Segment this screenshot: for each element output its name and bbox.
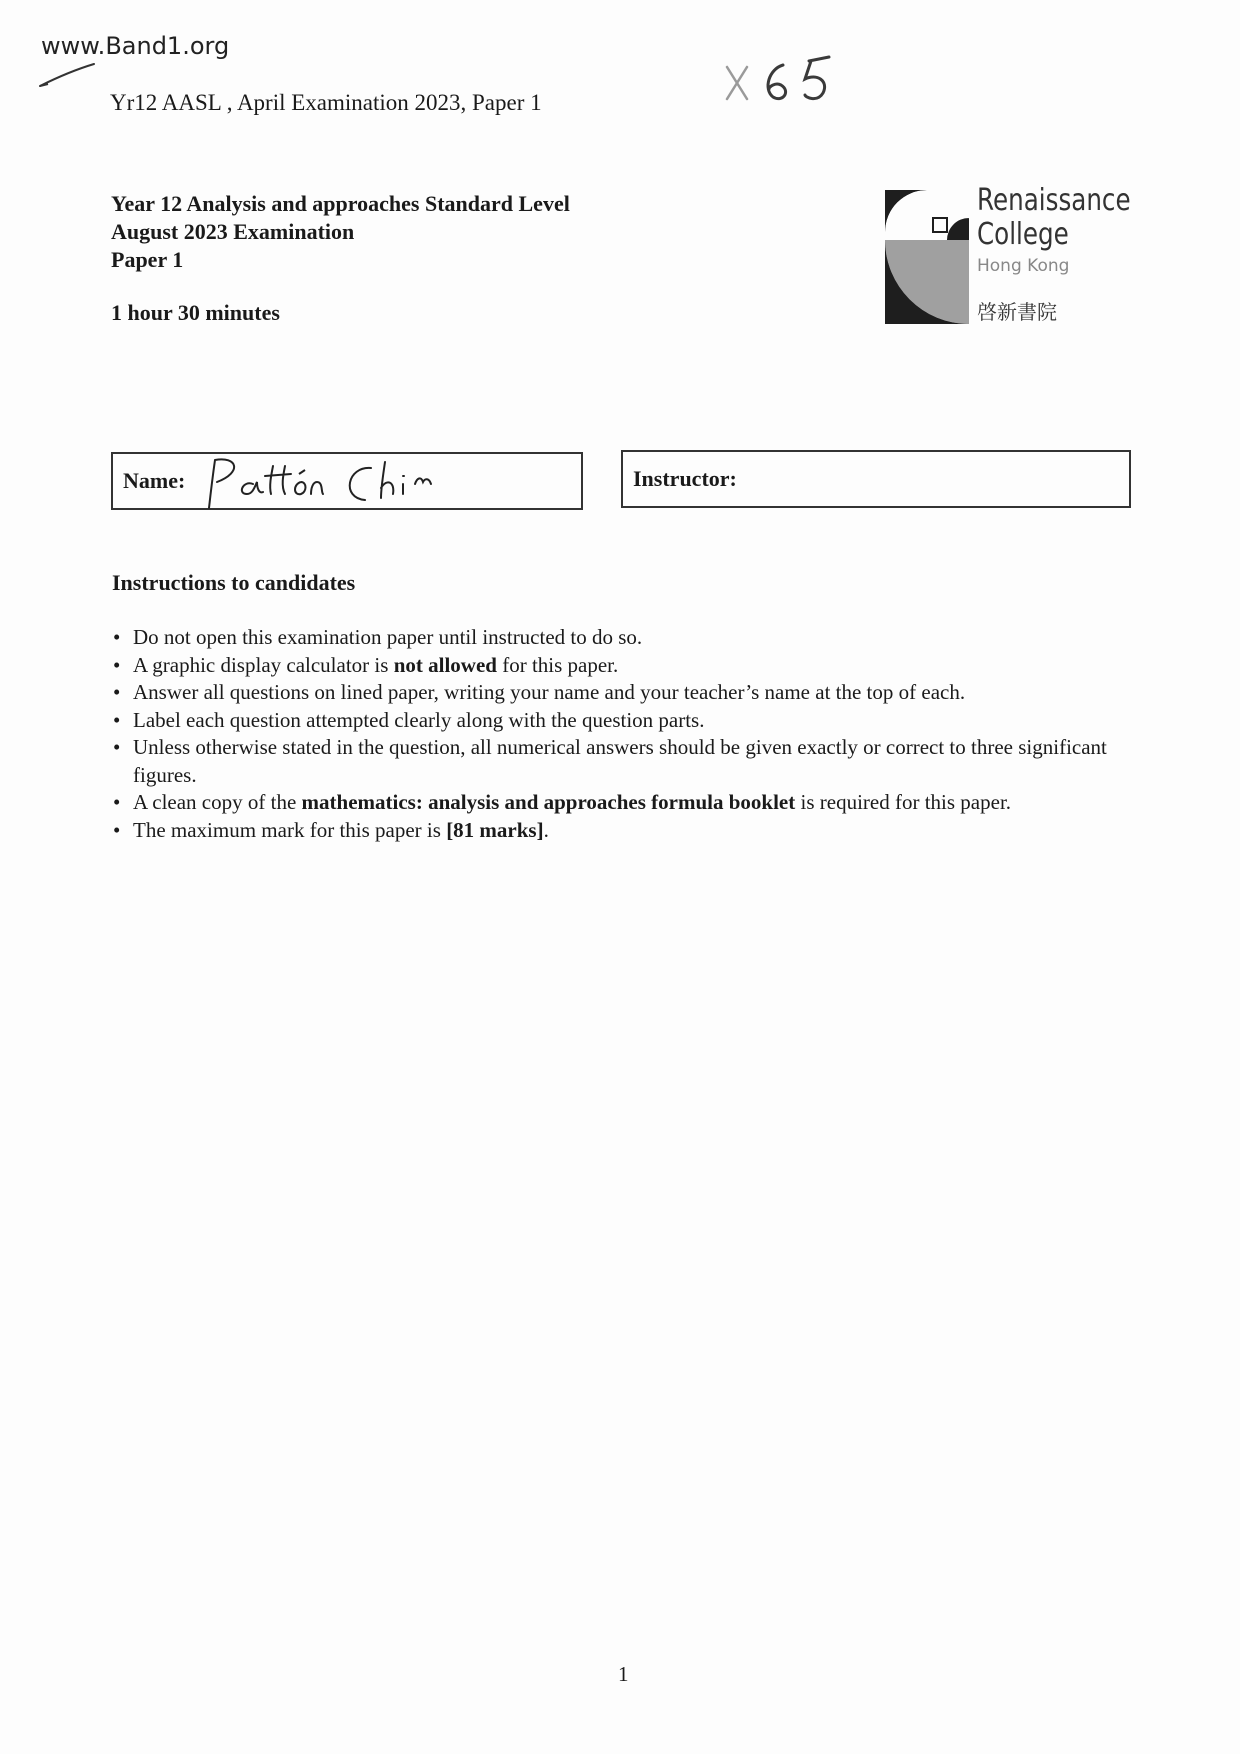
instruction-item: • Label each question attempted clearly along with the question parts. bbox=[112, 707, 1132, 735]
exam-title-block bbox=[111, 190, 570, 274]
exam-paper: Paper 1 bbox=[111, 247, 184, 272]
name-field-box bbox=[111, 452, 583, 510]
exam-duration: 1 hour 30 minutes bbox=[111, 300, 280, 325]
instruction-item: • The maximum mark for this paper is [81 marks]. bbox=[112, 817, 1132, 845]
running-header: Yr12 AASL , April Examination 2023, Paper 1 bbox=[110, 90, 542, 115]
watermark-url: www.Band1.org bbox=[41, 32, 230, 60]
instructor-field-box bbox=[621, 450, 1131, 508]
handwritten-tick-mark bbox=[38, 62, 98, 92]
page-number: 1 bbox=[618, 1662, 629, 1686]
college-emblem-icon bbox=[885, 190, 969, 324]
instruction-item: • Unless otherwise stated in the question, all numerical answers should be given exactly or correct to three significant figures. bbox=[112, 734, 1132, 789]
instruction-item: • A graphic display calculator is not allowed for this paper. bbox=[112, 652, 1132, 680]
logo-name-line1: Renaissance bbox=[977, 183, 1131, 218]
exam-session: August 2023 Examination bbox=[111, 219, 355, 244]
instructor-field-label: Instructor: bbox=[633, 466, 737, 491]
name-field-label: Name: bbox=[123, 468, 186, 493]
instruction-item: • Answer all questions on lined paper, writing your name and your teacher’s name at the top of each. bbox=[112, 679, 1132, 707]
instruction-item: • A clean copy of the mathematics: analysis and approaches formula booklet is required for this paper. bbox=[112, 789, 1132, 817]
logo-name-line2: College bbox=[977, 217, 1069, 252]
instruction-item: • Do not open this examination paper until instructed to do so. bbox=[112, 624, 1132, 652]
handwritten-name bbox=[207, 454, 507, 510]
logo-location: Hong Kong bbox=[977, 256, 1070, 276]
exam-title: Year 12 Analysis and approaches Standard Level bbox=[111, 191, 570, 216]
logo-chinese-name: 啓新書院 bbox=[977, 300, 1057, 324]
instructions-list bbox=[112, 624, 1132, 844]
handwritten-score bbox=[725, 55, 845, 115]
college-logo bbox=[885, 183, 1131, 330]
instructions-heading: Instructions to candidates bbox=[112, 570, 356, 595]
